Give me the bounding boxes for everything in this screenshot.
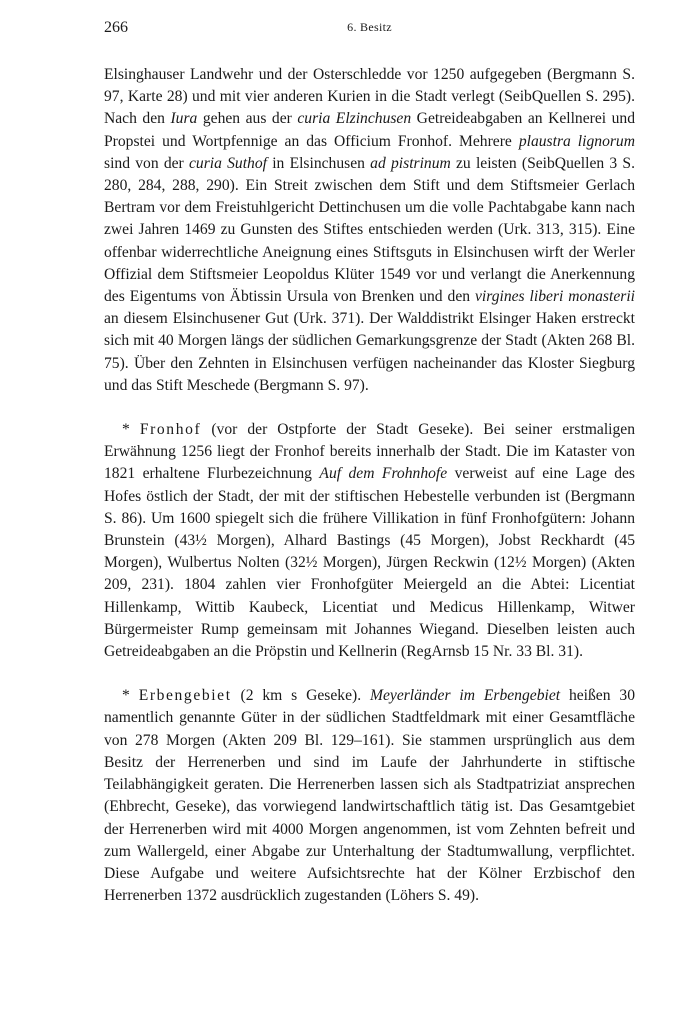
- text-run: zu leisten (SeibQuellen 3 S. 280, 284, 288, 290). Ein Streit zwischen dem Stift und dem Stiftsmeier Gerlach Bertram vor dem Freistuhlgericht Dettinchusen um die volle Pachtabgabe kann nach zwei Jahren 1469 zu Gunsten des Stiftes entschieden werden (Urk. 313, 315). Eine offenbar widerrechtliche Aneignung eines Stiftsguts in Elsinchusen wirft der Werler Offizial dem Stiftsmeier Leopoldus Klüter 1549 vor und verlangt die Anerkennung des Eigentums von Äbtissin Ursula von Brenken und den: [104, 154, 635, 306]
- italic-term: plaustra lignorum: [518, 132, 635, 150]
- text-run: Getreideabgaben an Kellnerei und Propstei und Wortpfennige an das Officium Fronhof. Mehrere: [104, 110, 635, 150]
- paragraph: [104, 419, 635, 663]
- entry-keyword: Fronhof: [139, 421, 202, 439]
- page-number: 266: [104, 19, 128, 36]
- text-run: heißen 30 namentlich genannte Güter in der südlichen Stadtfeldmark mit einer Gesamtfläche von 278 Morgen (Akten 209 Bl. 129–161). Sie stammen ursprünglich aus dem Besitz der Herrenerben und sind im Laufe der Jahrhunderte in stiftische Teilabhängigkeit geraten. Die Herrenerben lassen sich als Stadtpatriziat ansprechen (Ehbrecht, Geseke), das vorwiegend landwirtschaftlich tätig ist. Das Gesamtgebiet der Herrenerben wird mit 4000 Morgen angenommen, ist vom Zehnten befreit und zum Wallergeld, einer Abgabe zur Unterhaltung der Stadtumwallung, verpflichtet. Diese Aufgabe und weitere Aufsichtsrechte hat der Kölner Erzbischof den Herrenerben 1372 ausdrücklich zugestanden (Löhers S. 49).: [104, 687, 635, 905]
- running-title: 6. Besitz: [347, 20, 392, 34]
- paragraph: [104, 685, 635, 907]
- italic-term: curia Suthof: [188, 154, 267, 172]
- page-header: [104, 19, 635, 39]
- body-text: [104, 64, 635, 907]
- entry-keyword: Erbengebiet: [138, 687, 232, 705]
- text-run: (vor der Ostpforte der Stadt Geseke). Bei seiner erstmaligen Erwähnung 1256 liegt der Fronhof bereits innerhalb der Stadt. Die im Kataster von 1821 erhaltene Flurbezeichnung: [104, 421, 636, 483]
- text-run: Elsinghauser Landwehr und der Osterschledde vor 1250 aufgegeben (Bergmann S. 97, Karte 28) und mit vier anderen Kurien in die Stadt verlegt (SeibQuellen S. 295). Nach den: [104, 66, 635, 128]
- text-run: sind von der: [104, 154, 189, 172]
- italic-term: Meyerländer im Erbengebiet: [369, 687, 561, 705]
- text-run: *: [122, 687, 139, 705]
- text-run: *: [122, 421, 140, 439]
- italic-term: Auf dem Frohnhofe: [319, 465, 448, 483]
- text-run: verweist auf eine Lage des Hofes östlich der Stadt, der mit der stiftischen Hebestelle verbunden ist (Bergmann S. 86). Um 1600 spiegelt sich die frühere Villikation in fünf Fronhofgütern: Johann Brunstein (43½ Morgen), Alhard Bastings (45 Morgen), Jobst Reckhardt (45 Morgen), Wulbertus Nolten (32½ Morgen), Jürgen Reckwin (12½ Morgen) (Akten 209, 231). 1804 zahlen vier Fronhofgüter Meiergeld an die Abtei: Licentiat Hillenkamp, Wittib Kaubeck, Licentiat und Medicus Hillenkamp, Witwer Bürgermeister Rump gemeinsam mit Johannes Wiegand. Dieselben leisten auch Getreideabgaben an die Pröpstin und Kellnerin (RegArnsb 15 Nr. 33 Bl. 31).: [104, 465, 635, 661]
- text-run: an diesem Elsinchusener Gut (Urk. 371). Der Walddistrikt Elsinger Haken erstreckt sich mit 40 Morgen längs der südlichen Gemarkungsgrenze der Stadt (Akten 268 Bl. 75). Über den Zehnten in Elsinchusen verfügen nacheinander das Kloster Siegburg und das Stift Meschede (Bergmann S. 97).: [104, 310, 635, 394]
- paragraph: [104, 64, 635, 397]
- italic-term: Iura: [170, 110, 198, 128]
- text-run: gehen aus der: [197, 110, 298, 128]
- italic-term: virgines liberi monasterii: [474, 288, 635, 306]
- italic-term: ad pistrinum: [370, 154, 451, 172]
- text-run: in Elsinchusen: [266, 154, 371, 172]
- italic-term: curia Elzinchusen: [297, 110, 412, 128]
- text-run: (2 km s Geseke).: [231, 687, 370, 705]
